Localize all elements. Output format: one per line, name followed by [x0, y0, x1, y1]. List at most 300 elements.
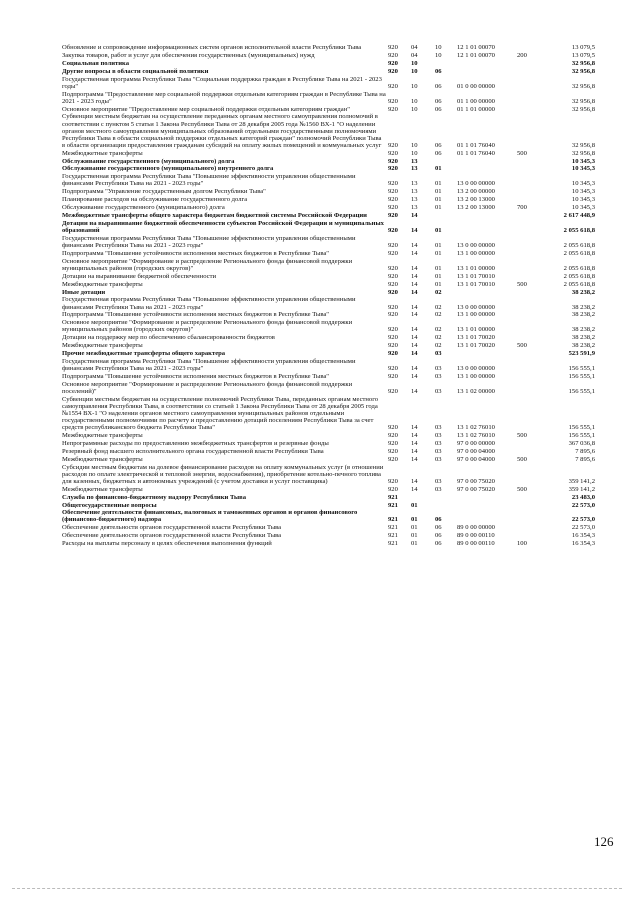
row-subsection-code: 06 [435, 82, 442, 90]
row-amount: 2 055 618,8 [563, 264, 595, 272]
row-ministry-code: 920 [388, 59, 398, 67]
row-target-code: 13 0 00 00000 [457, 365, 495, 373]
row-section-code: 14 [411, 264, 418, 272]
row-ministry-code: 921 [388, 501, 398, 509]
table-row [62, 212, 612, 219]
row-ministry-code: 921 [388, 516, 398, 524]
row-target-code: 13 1 01 70010 [457, 280, 495, 288]
table-row [62, 440, 612, 447]
row-amount: 359 141,2 [568, 477, 595, 485]
row-subsection-code: 01 [435, 241, 442, 249]
row-name: Основное мероприятие "Предоставление мер социальной поддержки отдельным категориям граждан" [62, 105, 350, 113]
table-row [62, 106, 612, 113]
row-section-code: 04 [411, 44, 418, 51]
row-name: Государственная программа Республики Тыва "Повышение эффективности управления общественными финансами Республики Тыва на 2021 - 2023 годы" [62, 234, 356, 249]
row-section-code: 14 [411, 485, 418, 493]
row-subsection-code: 06 [435, 516, 442, 524]
row-section-code: 14 [411, 334, 418, 342]
row-name: Прочие межбюджетные трансферты общего характера [62, 350, 226, 358]
table-row [62, 456, 612, 463]
row-subsection-code: 06 [435, 540, 442, 548]
row-subsection-code: 03 [435, 365, 442, 373]
table-row [62, 540, 612, 547]
table-row [62, 250, 612, 257]
row-amount: 22 573,0 [571, 524, 595, 532]
row-target-code: 01 1 01 76040 [457, 141, 495, 149]
table-row [62, 432, 612, 439]
table-row [62, 350, 612, 357]
table-row [62, 196, 612, 203]
row-target-code: 01 0 00 00000 [457, 82, 495, 90]
row-ministry-code: 920 [388, 439, 398, 447]
row-name: Межбюджетные трансферты [62, 485, 143, 493]
row-amount: 2 055 618,8 [563, 227, 595, 234]
row-expense-type-code: 500 [517, 432, 527, 440]
row-name: Обеспечение деятельности органов государственной власти Республики Тыва [62, 524, 282, 532]
row-name: Дотации на поддержку мер по обеспечению сбалансированности бюджетов [62, 334, 275, 342]
row-subsection-code: 02 [435, 311, 442, 319]
row-subsection-code: 03 [435, 477, 442, 485]
table-row [62, 319, 612, 333]
row-amount: 10 345,3 [571, 204, 595, 212]
row-name: Межбюджетные трансферты [62, 149, 143, 157]
row-amount: 156 555,1 [568, 387, 595, 395]
row-ministry-code: 920 [388, 342, 398, 350]
row-ministry-code: 920 [388, 141, 398, 149]
row-section-code: 01 [411, 501, 418, 509]
row-ministry-code: 920 [388, 365, 398, 373]
row-name: Обеспечение деятельности финансовых, налоговых и таможенных органов и органов финансового (финансово-бюджетного) надзора [62, 509, 358, 524]
row-amount: 359 141,2 [568, 485, 595, 493]
table-row [62, 342, 612, 349]
row-ministry-code: 920 [388, 51, 398, 59]
row-section-code: 14 [411, 372, 418, 380]
row-name: Основное мероприятие "Формирование и распределение Регионального фонда финансовой поддержки муниципальных районов (городских округов)" [62, 319, 353, 334]
row-amount: 10 345,3 [571, 157, 595, 165]
table-row [62, 486, 612, 493]
row-name: Межбюджетные трансферты [62, 280, 143, 288]
row-target-code: 01 1 00 00000 [457, 97, 495, 105]
row-amount: 7 895,6 [575, 455, 595, 463]
table-row [62, 220, 612, 234]
row-name: Обслуживание государственного (муниципального) долга [62, 204, 225, 212]
row-name: Непрограммные расходы по предоставлению межбюджетных трансфертов и резервные фонды [62, 439, 329, 447]
row-section-code: 10 [411, 97, 418, 105]
row-name: Основное мероприятие "Формирование и распределение Регионального фонда финансовой поддержки поселений)" [62, 380, 353, 395]
row-name: Основное мероприятие "Формирование и распределение Регионального фонда финансовой поддержки муниципальных районов (городских округов)" [62, 257, 353, 272]
row-target-code: 97 0 00 00000 [457, 439, 495, 447]
row-amount: 2 055 618,8 [563, 280, 595, 288]
row-expense-type-code: 200 [517, 51, 527, 59]
row-amount: 23 483,0 [571, 493, 595, 501]
row-ministry-code: 921 [388, 524, 398, 532]
row-expense-type-code: 100 [517, 540, 527, 548]
table-row [62, 289, 612, 296]
row-section-code: 14 [411, 477, 418, 485]
row-amount: 367 036,8 [568, 439, 595, 447]
row-amount: 22 573,0 [571, 501, 595, 509]
table-row [62, 188, 612, 195]
table-row [62, 373, 612, 380]
row-section-code: 10 [411, 82, 418, 90]
row-target-code: 12 1 01 00070 [457, 51, 495, 59]
row-name: Межбюджетные трансферты [62, 342, 143, 350]
row-name: Государственная программа Республики Тыва "Повышение эффективности управления общественными финансами Республики Тыва на 2021 - 2023 годы" [62, 296, 356, 311]
row-name: Межбюджетные трансферты [62, 432, 143, 440]
row-target-code: 13 0 00 00000 [457, 180, 495, 188]
row-target-code: 12 1 01 00070 [457, 44, 495, 51]
row-amount: 156 555,1 [568, 365, 595, 373]
row-subsection-code: 02 [435, 342, 442, 350]
row-section-code: 14 [411, 249, 418, 257]
row-ministry-code: 920 [388, 334, 398, 342]
row-section-code: 13 [411, 180, 418, 188]
row-subsection-code: 03 [435, 387, 442, 395]
row-subsection-code: 06 [435, 141, 442, 149]
row-subsection-code: 02 [435, 334, 442, 342]
row-amount: 16 354,3 [571, 540, 595, 548]
row-section-code: 10 [411, 149, 418, 157]
row-amount: 2 055 618,8 [563, 272, 595, 280]
row-subsection-code: 03 [435, 372, 442, 380]
row-amount: 156 555,1 [568, 372, 595, 380]
row-target-code: 13 1 01 70020 [457, 334, 495, 342]
row-ministry-code: 920 [388, 227, 398, 234]
row-amount: 38 238,2 [571, 334, 595, 342]
row-section-code: 10 [411, 59, 418, 67]
row-ministry-code: 920 [388, 432, 398, 440]
row-section-code: 10 [411, 141, 418, 149]
row-name: Субвенции местным бюджетам на осуществление переданных органам местного самоуправления полномочий в соответствии с пунктом 5 статьи 1 Закона Республики Тыва от 28 декабря 2005 года №1560 ВХ-1 "О наделении органов местного самоуправления муниципальных образований отдельными государственными полномочиями Республики Тыва в области социальной поддержки отдельных категорий граждан" полномочий Республики Тыва в области организации предоставления гражданам субсидий на оплату жилых помещений и коммунальных услуг [62, 113, 382, 149]
table-row [62, 44, 612, 51]
row-ministry-code: 920 [388, 477, 398, 485]
row-amount: 38 238,2 [571, 326, 595, 334]
row-section-code: 14 [411, 350, 418, 358]
table-row [62, 448, 612, 455]
row-amount: 16 354,3 [571, 532, 595, 540]
row-name: Межбюджетные трансферты [62, 455, 143, 463]
row-amount: 10 345,3 [571, 180, 595, 188]
table-row [62, 494, 612, 501]
row-ministry-code: 920 [388, 149, 398, 157]
row-ministry-code: 920 [388, 372, 398, 380]
row-target-code: 01 1 01 76040 [457, 149, 495, 157]
row-section-code: 01 [411, 524, 418, 532]
row-target-code: 13 1 00 00000 [457, 249, 495, 257]
row-ministry-code: 920 [388, 272, 398, 280]
row-section-code: 14 [411, 342, 418, 350]
row-subsection-code: 01 [435, 280, 442, 288]
row-section-code: 14 [411, 326, 418, 334]
row-subsection-code: 03 [435, 447, 442, 455]
row-target-code: 97 0 00 04000 [457, 455, 495, 463]
row-amount: 10 345,3 [571, 196, 595, 204]
table-row [62, 381, 612, 395]
row-section-code: 14 [411, 288, 418, 296]
row-amount: 38 238,2 [571, 288, 595, 296]
row-ministry-code: 921 [388, 540, 398, 548]
row-target-code: 97 0 00 75020 [457, 485, 495, 493]
row-section-code: 10 [411, 105, 418, 113]
row-amount: 32 956,8 [571, 149, 595, 157]
row-subsection-code: 06 [435, 524, 442, 532]
row-section-code: 14 [411, 432, 418, 440]
row-target-code: 13 1 01 00000 [457, 326, 495, 334]
row-target-code: 97 0 00 04000 [457, 447, 495, 455]
row-amount: 10 345,3 [571, 188, 595, 196]
table-row [62, 173, 612, 187]
row-target-code: 01 1 01 00000 [457, 105, 495, 113]
table-row [62, 158, 612, 165]
row-ministry-code: 920 [388, 455, 398, 463]
table-row [62, 60, 612, 67]
row-amount: 2 055 618,8 [563, 241, 595, 249]
row-amount: 32 956,8 [571, 97, 595, 105]
row-amount: 156 555,1 [568, 424, 595, 432]
row-ministry-code: 920 [388, 157, 398, 165]
row-target-code: 13 1 02 00000 [457, 387, 495, 395]
row-target-code: 97 0 00 75020 [457, 477, 495, 485]
row-ministry-code: 920 [388, 82, 398, 90]
row-target-code: 13 1 01 00000 [457, 264, 495, 272]
row-ministry-code: 920 [388, 350, 398, 358]
row-ministry-code: 920 [388, 326, 398, 334]
row-expense-type-code: 500 [517, 485, 527, 493]
row-target-code: 13 2 00 13000 [457, 196, 495, 204]
row-amount: 2 055 618,8 [563, 249, 595, 257]
row-subsection-code: 02 [435, 326, 442, 334]
row-name: Подпрограмма "Управление государственным долгом Республики Тыва" [62, 188, 266, 196]
table-row [62, 524, 612, 531]
row-name: Межбюджетные трансферты общего характера бюджетам бюджетной системы Российской Федерации [62, 212, 367, 220]
row-name: Государственная программа Республики Тыва "Повышение эффективности управления общественными финансами Республики Тыва на 2021 - 2023 годы" [62, 357, 356, 373]
row-target-code: 13 1 01 70020 [457, 342, 495, 350]
row-name: Обеспечение деятельности органов государственной власти Республики Тыва [62, 532, 282, 540]
row-amount: 523 591,9 [568, 350, 595, 358]
table-row [62, 281, 612, 288]
row-subsection-code: 06 [435, 67, 442, 75]
row-section-code: 14 [411, 455, 418, 463]
table-row [62, 464, 612, 485]
table-row [62, 91, 612, 105]
row-ministry-code: 920 [388, 280, 398, 288]
row-target-code: 13 2 00 00000 [457, 188, 495, 196]
row-ministry-code: 920 [388, 311, 398, 319]
row-amount: 38 238,2 [571, 303, 595, 311]
table-row [62, 358, 612, 372]
row-expense-type-code: 500 [517, 149, 527, 157]
row-amount: 32 956,8 [571, 82, 595, 90]
row-target-code: 13 1 00 00000 [457, 311, 495, 319]
row-target-code: 13 0 00 00000 [457, 303, 495, 311]
row-ministry-code: 920 [388, 447, 398, 455]
row-name: Служба по финансово-бюджетному надзору Республики Тыва [62, 493, 247, 501]
row-section-code: 01 [411, 532, 418, 540]
row-name: Дотации на выравнивание бюджетной обеспеченности [62, 272, 217, 280]
row-section-code: 13 [411, 188, 418, 196]
row-ministry-code: 920 [388, 249, 398, 257]
row-target-code: 89 0 00 00000 [457, 524, 495, 532]
row-name: Государственная программа Республики Тыва "Повышение эффективности управления общественными финансами Республики Тыва на 2021 - 2023 годы" [62, 173, 356, 188]
row-section-code: 14 [411, 212, 418, 220]
row-ministry-code: 920 [388, 424, 398, 432]
table-row [62, 509, 612, 523]
row-amount: 13 079,5 [571, 44, 595, 51]
row-section-code: 14 [411, 365, 418, 373]
row-section-code: 14 [411, 439, 418, 447]
row-name: Подпрограмма "Повышение устойчивости исполнения местных бюджетов в Республике Тыва" [62, 311, 329, 319]
row-amount: 22 573,0 [571, 516, 595, 524]
table-row [62, 68, 612, 75]
row-subsection-code: 01 [435, 264, 442, 272]
row-ministry-code: 920 [388, 485, 398, 493]
row-section-code: 10 [411, 67, 418, 75]
row-name: Иные дотации [62, 288, 106, 296]
row-section-code: 14 [411, 272, 418, 280]
row-subsection-code: 01 [435, 180, 442, 188]
row-section-code: 14 [411, 424, 418, 432]
table-row [62, 113, 612, 148]
bottom-divider [12, 888, 622, 889]
row-amount: 32 956,8 [571, 105, 595, 113]
row-subsection-code: 03 [435, 455, 442, 463]
row-subsection-code: 01 [435, 165, 442, 173]
row-ministry-code: 920 [388, 67, 398, 75]
row-subsection-code: 06 [435, 97, 442, 105]
row-ministry-code: 920 [388, 288, 398, 296]
table-row [62, 396, 612, 431]
row-name: Дотации на выравнивание бюджетной обеспеченности субъектов Российской Федерации и муниципальных образований [62, 219, 384, 234]
row-section-code: 14 [411, 311, 418, 319]
row-amount: 7 895,6 [575, 447, 595, 455]
table-row [62, 150, 612, 157]
row-amount: 13 079,5 [571, 51, 595, 59]
row-expense-type-code: 500 [517, 342, 527, 350]
row-section-code: 14 [411, 303, 418, 311]
table-row [62, 235, 612, 249]
row-subsection-code: 01 [435, 196, 442, 204]
row-name: Обслуживание государственного (муниципального) долга [62, 157, 235, 165]
row-ministry-code: 920 [388, 165, 398, 173]
row-amount: 32 956,8 [571, 59, 595, 67]
row-ministry-code: 920 [388, 212, 398, 220]
row-subsection-code: 03 [435, 424, 442, 432]
table-row [62, 165, 612, 172]
row-section-code: 13 [411, 157, 418, 165]
row-target-code: 13 1 00 00000 [457, 372, 495, 380]
row-section-code: 14 [411, 241, 418, 249]
row-amount: 32 956,8 [571, 141, 595, 149]
row-ministry-code: 920 [388, 97, 398, 105]
row-subsection-code: 01 [435, 204, 442, 212]
table-row [62, 273, 612, 280]
row-subsection-code: 02 [435, 303, 442, 311]
table-row [62, 532, 612, 539]
row-subsection-code: 06 [435, 149, 442, 157]
row-target-code: 13 1 02 76010 [457, 424, 495, 432]
row-amount: 10 345,3 [571, 165, 595, 173]
row-expense-type-code: 500 [517, 280, 527, 288]
table-row [62, 296, 612, 310]
row-section-code: 14 [411, 447, 418, 455]
row-name: Закупка товаров, работ и услуг для обеспечения государственных (муниципальных) нужд [62, 51, 315, 59]
row-ministry-code: 920 [388, 196, 398, 204]
row-subsection-code: 01 [435, 227, 442, 234]
row-name: Другие вопросы в области социальной политики [62, 67, 209, 75]
row-name: Подпрограмма "Повышение устойчивости исполнения местных бюджетов в Республике Тыва" [62, 372, 329, 380]
row-section-code: 14 [411, 387, 418, 395]
row-name: Субвенции местным бюджетам на осуществление полномочий Республики Тыва, переданных органам местного самоуправления Республики Тыва, в соответствии со статьей 1 Закона Республики Тыва от 28 декабря 2005 года №1554 ВХ-1 "О наделении органов местного самоуправления муниципальных районов отдельными государственными полномочиями по расчету и предоставлению дотаций поселениям Республики Тыва за счет средств республиканского бюджета Республики Тыва" [62, 395, 379, 432]
row-ministry-code: 920 [388, 105, 398, 113]
row-amount: 38 238,2 [571, 311, 595, 319]
row-amount: 32 956,8 [571, 67, 595, 75]
row-target-code: 89 0 00 00110 [457, 532, 495, 540]
row-ministry-code: 920 [388, 180, 398, 188]
row-subsection-code: 01 [435, 249, 442, 257]
page-number: 126 [594, 834, 614, 849]
row-section-code: 13 [411, 204, 418, 212]
row-amount: 156 555,1 [568, 432, 595, 440]
row-target-code: 13 1 01 70010 [457, 272, 495, 280]
row-subsection-code: 06 [435, 532, 442, 540]
row-ministry-code: 920 [388, 303, 398, 311]
row-name: Государственная программа Республики Тыва "Социальная поддержка граждан в Республике Тыва на 2021 - 2023 годы" [62, 75, 382, 90]
row-subsection-code: 01 [435, 272, 442, 280]
row-name: Подпрограмма "Повышение устойчивости исполнения местных бюджетов в Республике Тыва" [62, 249, 329, 257]
table-row [62, 76, 612, 90]
row-name: Расходы на выплаты персоналу в целях обеспечения выполнения функций [62, 540, 272, 548]
row-subsection-code: 03 [435, 432, 442, 440]
row-name: Общегосударственные вопросы [62, 501, 157, 509]
table-row [62, 334, 612, 341]
row-section-code: 13 [411, 165, 418, 173]
row-section-code: 13 [411, 196, 418, 204]
table-row [62, 204, 612, 211]
row-name: Планирование расходов на обслуживание государственного долга [62, 196, 248, 204]
row-target-code: 89 0 00 00110 [457, 540, 495, 548]
row-ministry-code: 920 [388, 44, 398, 51]
table-row [62, 258, 612, 272]
row-subsection-code: 03 [435, 485, 442, 493]
row-amount: 38 238,2 [571, 342, 595, 350]
table-row [62, 311, 612, 318]
row-subsection-code: 02 [435, 288, 442, 296]
row-ministry-code: 920 [388, 204, 398, 212]
row-name: Обслуживание государственного (муниципального) внутреннего долга [62, 165, 274, 173]
table-row [62, 52, 612, 59]
row-target-code: 13 1 02 76010 [457, 432, 495, 440]
row-subsection-code: 10 [435, 51, 442, 59]
row-name: Подпрограмма "Предоставление мер социальной поддержки отдельным категориям граждан в Республике Тыва на 2021 - 2023 годы" [62, 90, 386, 105]
row-subsection-code: 10 [435, 44, 442, 51]
row-target-code: 13 2 00 13000 [457, 204, 495, 212]
row-expense-type-code: 700 [517, 204, 527, 212]
row-target-code: 13 0 00 00000 [457, 241, 495, 249]
row-section-code: 04 [411, 51, 418, 59]
row-subsection-code: 06 [435, 105, 442, 113]
table-row [62, 502, 612, 509]
row-ministry-code: 920 [388, 188, 398, 196]
row-ministry-code: 921 [388, 532, 398, 540]
row-section-code: 01 [411, 516, 418, 524]
row-amount: 2 617 448,9 [563, 212, 595, 220]
row-expense-type-code: 500 [517, 455, 527, 463]
row-ministry-code: 920 [388, 387, 398, 395]
row-subsection-code: 01 [435, 188, 442, 196]
row-name: Обновление и сопровождение информационных систем органов исполнительной власти Республики Тыва [62, 44, 362, 51]
row-section-code: 01 [411, 540, 418, 548]
row-section-code: 14 [411, 227, 418, 234]
